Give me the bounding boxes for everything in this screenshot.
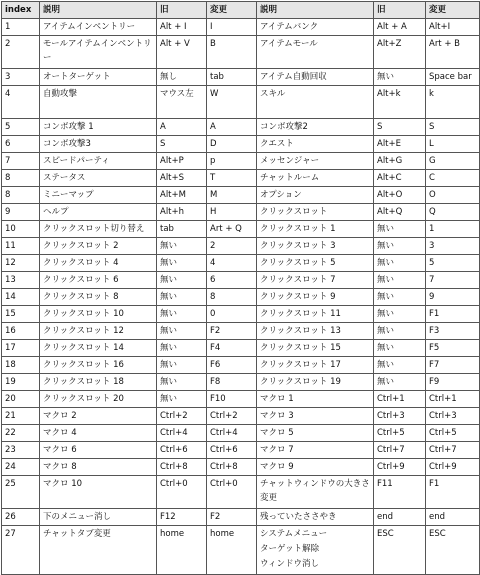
table-row [2, 289, 480, 306]
row-old-key-2: Ctrl+7 [374, 442, 426, 459]
row-new-key-2: Ctrl+1 [426, 391, 480, 408]
row-desc-1: クリックスロット 2 [40, 238, 157, 255]
row-desc-2: クリックスロット 9 [257, 289, 374, 306]
row-old-key-1: 無い [157, 306, 207, 323]
row-old-key-2: 無い [374, 238, 426, 255]
row-desc-2: マクロ 1 [257, 391, 374, 408]
header-row [2, 2, 480, 19]
row-old-key-1: 無い [157, 357, 207, 374]
row-new-key-2: Ctrl+3 [426, 408, 480, 425]
row-new-key-1: Ctrl+8 [207, 459, 257, 476]
row-new-key-1: Ctrl+4 [207, 425, 257, 442]
row-desc-2: 残っていたささやき [257, 509, 374, 526]
row-index: 4 [2, 86, 40, 119]
row-index: 11 [2, 238, 40, 255]
row-new-key-1: W [207, 86, 257, 119]
row-desc-line: システムメニュー [260, 529, 328, 539]
row-new-key-1: F2 [207, 509, 257, 526]
table-row [2, 476, 480, 509]
table-row [2, 459, 480, 476]
row-desc-1: チャットタブ変更 [40, 526, 157, 575]
row-new-key-2: end [426, 509, 480, 526]
row-new-key-2: G [426, 153, 480, 170]
table-row [2, 255, 480, 272]
row-index: 24 [2, 459, 40, 476]
row-index: 20 [2, 391, 40, 408]
row-old-key-1: F12 [157, 509, 207, 526]
row-old-key-1: 無し [157, 69, 207, 86]
row-desc-2: チャットルーム [257, 170, 374, 187]
row-index: 2 [2, 36, 40, 69]
row-index: 18 [2, 357, 40, 374]
row-desc-2: マクロ 7 [257, 442, 374, 459]
row-desc-2: クエスト [257, 136, 374, 153]
row-new-key-2: 3 [426, 238, 480, 255]
row-old-key-1: Alt + V [157, 36, 207, 69]
row-index: 12 [2, 255, 40, 272]
row-old-key-2: 無い [374, 357, 426, 374]
row-old-key-2: F11 [374, 476, 426, 509]
row-desc-1: コンボ攻撃 1 [40, 119, 157, 136]
row-old-key-2: Alt+k [374, 86, 426, 119]
row-new-key-2: Ctrl+9 [426, 459, 480, 476]
row-new-key-1: I [207, 19, 257, 36]
row-old-key-2: S [374, 119, 426, 136]
row-desc-1: クリックスロット 20 [40, 391, 157, 408]
row-new-key-1: tab [207, 69, 257, 86]
table-row [2, 36, 480, 69]
row-new-key-1: F2 [207, 323, 257, 340]
row-old-key-2: Ctrl+9 [374, 459, 426, 476]
table-row [2, 526, 480, 575]
keybinding-table [1, 1, 480, 575]
row-old-key-1: Ctrl+0 [157, 476, 207, 509]
row-desc-1: ミニーマップ [40, 187, 157, 204]
row-old-key-2: 無い [374, 374, 426, 391]
row-old-key-1: 無い [157, 323, 207, 340]
row-index: 25 [2, 476, 40, 509]
header-old-2: 旧 [374, 2, 426, 19]
row-new-key-1: 0 [207, 306, 257, 323]
row-new-key-2: k [426, 86, 480, 119]
row-desc-2: クリックスロット 11 [257, 306, 374, 323]
row-old-key-2: 無い [374, 69, 426, 86]
header-desc-1: 説明 [40, 2, 157, 19]
row-new-key-1: F6 [207, 357, 257, 374]
row-index: 6 [2, 136, 40, 153]
row-old-key-1: S [157, 136, 207, 153]
row-old-key-1: Alt+S [157, 170, 207, 187]
row-new-key-2: F9 [426, 374, 480, 391]
row-desc-2: アイテム自動回収 [257, 69, 374, 86]
row-desc-1: 下のメニュー消し [40, 509, 157, 526]
row-desc-1: ヘルプ [40, 204, 157, 221]
row-desc-1: クリックスロット 10 [40, 306, 157, 323]
row-desc-1: アイテムインベントリー [40, 19, 157, 36]
row-desc-2: アイテムバンク [257, 19, 374, 36]
table-row [2, 340, 480, 357]
row-old-key-1: A [157, 119, 207, 136]
row-new-key-1: D [207, 136, 257, 153]
row-index: 7 [2, 153, 40, 170]
row-index: 15 [2, 306, 40, 323]
row-index: 8 [2, 170, 40, 187]
table-row [2, 425, 480, 442]
row-index: 16 [2, 323, 40, 340]
row-new-key-2: 7 [426, 272, 480, 289]
row-index: 14 [2, 289, 40, 306]
row-desc-2: クリックスロット 7 [257, 272, 374, 289]
row-new-key-2: L [426, 136, 480, 153]
row-new-key-1: 2 [207, 238, 257, 255]
row-desc-1: コンボ攻撃3 [40, 136, 157, 153]
table-row [2, 187, 480, 204]
row-new-key-2: Alt+I [426, 19, 480, 36]
row-desc-2: マクロ 3 [257, 408, 374, 425]
row-new-key-1: M [207, 187, 257, 204]
row-old-key-1: 無い [157, 391, 207, 408]
row-desc-2 [257, 526, 374, 575]
row-new-key-1: H [207, 204, 257, 221]
row-old-key-2: 無い [374, 255, 426, 272]
row-old-key-2: 無い [374, 306, 426, 323]
row-old-key-2: Ctrl+3 [374, 408, 426, 425]
row-desc-1: モールアイテムインベントリー [40, 36, 157, 69]
row-desc-1: マクロ 6 [40, 442, 157, 459]
row-index: 5 [2, 119, 40, 136]
row-old-key-2: Ctrl+1 [374, 391, 426, 408]
row-new-key-2: Q [426, 204, 480, 221]
table-row [2, 19, 480, 36]
row-new-key-2: Space bar [426, 69, 480, 86]
table-body [2, 19, 480, 575]
row-desc-1: クリックスロット 12 [40, 323, 157, 340]
row-desc-2: クリックスロット 19 [257, 374, 374, 391]
row-new-key-1: Ctrl+0 [207, 476, 257, 509]
row-index: 21 [2, 408, 40, 425]
table-row [2, 374, 480, 391]
row-old-key-2: Alt+O [374, 187, 426, 204]
row-old-key-1: Ctrl+4 [157, 425, 207, 442]
row-desc-2: メッセンジャー [257, 153, 374, 170]
table-row [2, 306, 480, 323]
table-row [2, 391, 480, 408]
header-new-2: 変更 [426, 2, 480, 19]
row-desc-line: ターゲット解除 [260, 544, 320, 554]
row-desc-2: クリックスロット 5 [257, 255, 374, 272]
row-desc-2: クリックスロット 15 [257, 340, 374, 357]
row-new-key-1: 4 [207, 255, 257, 272]
row-old-key-2: 無い [374, 221, 426, 238]
row-new-key-2: 1 [426, 221, 480, 238]
row-new-key-1: Art + Q [207, 221, 257, 238]
row-desc-1: クリックスロット切り替え [40, 221, 157, 238]
row-new-key-1: Ctrl+2 [207, 408, 257, 425]
row-desc-2: マクロ 5 [257, 425, 374, 442]
row-desc-2: クリックスロット 3 [257, 238, 374, 255]
row-new-key-2: Ctrl+7 [426, 442, 480, 459]
row-new-key-2: Art + B [426, 36, 480, 69]
row-old-key-1: 無い [157, 374, 207, 391]
row-index: 8 [2, 187, 40, 204]
row-new-key-2: F7 [426, 357, 480, 374]
row-old-key-1: Alt+h [157, 204, 207, 221]
row-desc-2: クリックスロット 17 [257, 357, 374, 374]
row-new-key-1: Ctrl+6 [207, 442, 257, 459]
row-desc-1: クリックスロット 8 [40, 289, 157, 306]
row-old-key-2: 無い [374, 323, 426, 340]
table-row [2, 153, 480, 170]
row-old-key-1: home [157, 526, 207, 575]
row-desc-2: コンボ攻撃2 [257, 119, 374, 136]
row-old-key-1: Ctrl+8 [157, 459, 207, 476]
row-old-key-2: Alt+E [374, 136, 426, 153]
row-desc-1: クリックスロット 16 [40, 357, 157, 374]
row-index: 9 [2, 204, 40, 221]
row-old-key-1: 無い [157, 272, 207, 289]
row-index: 19 [2, 374, 40, 391]
table-row [2, 442, 480, 459]
header-index: index [2, 2, 40, 19]
row-old-key-1: マウス左 [157, 86, 207, 119]
row-new-key-2: C [426, 170, 480, 187]
row-new-key-1: F4 [207, 340, 257, 357]
row-desc-1: マクロ 10 [40, 476, 157, 509]
row-old-key-2: ESC [374, 526, 426, 575]
row-new-key-2: 9 [426, 289, 480, 306]
row-old-key-1: Ctrl+6 [157, 442, 207, 459]
row-desc-1: クリックスロット 18 [40, 374, 157, 391]
row-desc-1: オートターゲット [40, 69, 157, 86]
header-old-1: 旧 [157, 2, 207, 19]
row-desc-1: クリックスロット 6 [40, 272, 157, 289]
row-old-key-2: 無い [374, 340, 426, 357]
row-new-key-1: 8 [207, 289, 257, 306]
table-row [2, 204, 480, 221]
row-new-key-2: Ctrl+5 [426, 425, 480, 442]
row-old-key-1: Alt+P [157, 153, 207, 170]
row-index: 10 [2, 221, 40, 238]
row-desc-2: チャットウィンドウの大きさ変更 [257, 476, 374, 509]
row-desc-2: オプション [257, 187, 374, 204]
table-row [2, 238, 480, 255]
row-old-key-1: Alt + I [157, 19, 207, 36]
row-new-key-1: p [207, 153, 257, 170]
header-new-1: 変更 [207, 2, 257, 19]
row-desc-2: マクロ 9 [257, 459, 374, 476]
table-row [2, 170, 480, 187]
row-index: 23 [2, 442, 40, 459]
row-desc-1: マクロ 2 [40, 408, 157, 425]
row-old-key-1: Alt+M [157, 187, 207, 204]
row-new-key-2: 5 [426, 255, 480, 272]
row-index: 27 [2, 526, 40, 575]
table-row [2, 136, 480, 153]
row-old-key-2: 無い [374, 289, 426, 306]
row-old-key-2: Alt+C [374, 170, 426, 187]
header-desc-2: 説明 [257, 2, 374, 19]
row-new-key-2: O [426, 187, 480, 204]
row-index: 13 [2, 272, 40, 289]
row-new-key-2: F1 [426, 306, 480, 323]
row-desc-1: クリックスロット 14 [40, 340, 157, 357]
table-row [2, 357, 480, 374]
row-old-key-2: Alt+Z [374, 36, 426, 69]
row-new-key-1: home [207, 526, 257, 575]
row-index: 3 [2, 69, 40, 86]
row-new-key-2: F3 [426, 323, 480, 340]
row-desc-1: マクロ 4 [40, 425, 157, 442]
row-old-key-2: Alt+G [374, 153, 426, 170]
row-new-key-1: T [207, 170, 257, 187]
table-row [2, 69, 480, 86]
row-new-key-2: ESC [426, 526, 480, 575]
row-old-key-2: end [374, 509, 426, 526]
row-desc-1: スピードパーティ [40, 153, 157, 170]
row-index: 26 [2, 509, 40, 526]
row-desc-1: マクロ 8 [40, 459, 157, 476]
row-old-key-1: 無い [157, 289, 207, 306]
row-old-key-1: 無い [157, 340, 207, 357]
row-desc-2: スキル [257, 86, 374, 119]
row-new-key-1: F10 [207, 391, 257, 408]
row-new-key-1: A [207, 119, 257, 136]
row-desc-2: アイテムモール [257, 36, 374, 69]
table-row [2, 509, 480, 526]
row-desc-2: クリックスロット 1 [257, 221, 374, 238]
row-desc-2: クリックスロット 13 [257, 323, 374, 340]
row-desc-2: クリックスロット [257, 204, 374, 221]
row-desc-1: 自動攻撃 [40, 86, 157, 119]
row-index: 22 [2, 425, 40, 442]
table-row [2, 408, 480, 425]
row-new-key-2: S [426, 119, 480, 136]
row-desc-line: ウィンドウ消し [260, 559, 319, 569]
row-desc-1: クリックスロット 4 [40, 255, 157, 272]
row-new-key-1: 6 [207, 272, 257, 289]
row-old-key-2: 無い [374, 272, 426, 289]
row-index: 1 [2, 19, 40, 36]
row-old-key-2: Alt+Q [374, 204, 426, 221]
table-row [2, 323, 480, 340]
row-old-key-1: 無い [157, 255, 207, 272]
row-new-key-2: F5 [426, 340, 480, 357]
row-new-key-1: B [207, 36, 257, 69]
table-row [2, 272, 480, 289]
row-old-key-1: Ctrl+2 [157, 408, 207, 425]
table-row [2, 86, 480, 119]
row-old-key-2: Alt + A [374, 19, 426, 36]
row-index: 17 [2, 340, 40, 357]
table-row [2, 119, 480, 136]
row-desc-1: ステータス [40, 170, 157, 187]
row-old-key-1: 無い [157, 238, 207, 255]
row-old-key-1: tab [157, 221, 207, 238]
row-new-key-2: F1 [426, 476, 480, 509]
row-new-key-1: F8 [207, 374, 257, 391]
row-old-key-2: Ctrl+5 [374, 425, 426, 442]
table-row [2, 221, 480, 238]
